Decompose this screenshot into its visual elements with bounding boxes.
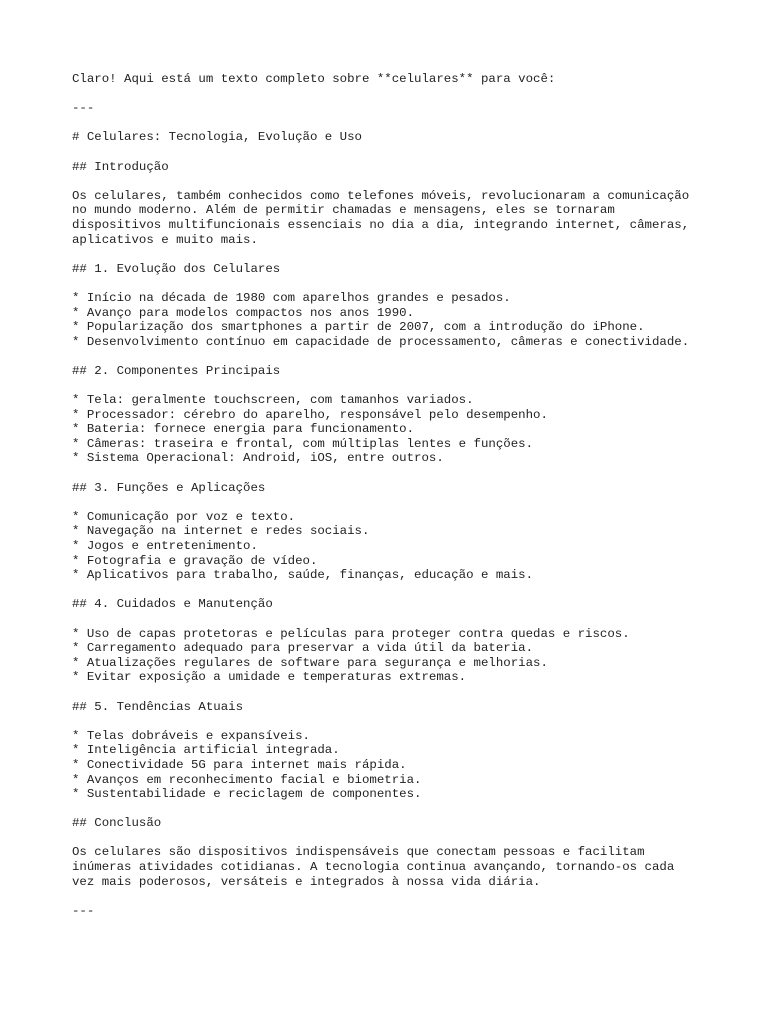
list-item: * Atualizações regulares de software para segurança e melhorias. (72, 655, 548, 670)
section-cuidados (72, 597, 712, 685)
list-item: * Carregamento adequado para preservar a vida útil da bateria. (72, 641, 534, 656)
list-item: * Inteligência artificial integrada. (72, 743, 340, 758)
spacer (72, 612, 712, 627)
spacer (72, 349, 712, 364)
list-item: * Câmeras: traseira e frontal, com múltiplas lentes e funções. (72, 436, 534, 451)
paragraph-line: no mundo moderno. Além de permitir chamadas e mensagens, eles se tornaram (72, 203, 615, 218)
section-heading: ## 3. Funções e Aplicações (72, 480, 266, 495)
paragraph-line: inúmeras atividades cotidianas. A tecnologia continua avançando, tornando-os cada (72, 860, 675, 875)
separator-top: --- (72, 101, 95, 116)
list-item: * Telas dobráveis e expansíveis. (72, 728, 310, 743)
spacer (72, 247, 712, 262)
spacer (72, 276, 712, 291)
section-heading: ## 4. Cuidados e Manutenção (72, 597, 273, 612)
spacer (72, 378, 712, 393)
spacer (72, 583, 712, 598)
paragraph-line: Os celulares são dispositivos indispensáveis que conectam pessoas e facilitam (72, 845, 645, 860)
conclusion-section (72, 816, 712, 889)
list-item: * Avanço para modelos compactos nos anos 1990. (72, 305, 415, 320)
spacer (72, 174, 712, 189)
list-item: * Tela: geralmente touchscreen, com tamanhos variados. (72, 393, 474, 408)
list-item: * Comunicação por voz e texto. (72, 509, 296, 524)
section-componentes (72, 364, 712, 466)
paragraph-line: dispositivos multifuncionais essenciais no dia a dia, integrando internet, câmeras, (72, 217, 690, 232)
spacer (72, 87, 712, 102)
paragraph-line: vez mais poderosos, versáteis e integrados à nossa vida diária. (72, 874, 541, 889)
section-evolucao (72, 262, 712, 350)
section-heading: ## 2. Componentes Principais (72, 363, 281, 378)
spacer (72, 466, 712, 481)
list-item: * Fotografia e gravação de vídeo. (72, 553, 318, 568)
section-heading: ## 1. Evolução dos Celulares (72, 261, 281, 276)
list-item: * Sustentabilidade e reciclagem de componentes. (72, 787, 422, 802)
list-item: * Aplicativos para trabalho, saúde, finanças, educação e mais. (72, 568, 534, 583)
separator-bottom: --- (72, 903, 95, 918)
list-item: * Sistema Operacional: Android, iOS, entre outros. (72, 451, 444, 466)
document-title: # Celulares: Tecnologia, Evolução e Uso (72, 130, 362, 145)
paragraph-line: Os celulares, também conhecidos como telefones móveis, revolucionaram a comunicação (72, 188, 690, 203)
list-item: * Navegação na internet e redes sociais. (72, 524, 370, 539)
section-heading: ## Introdução (72, 159, 169, 174)
list-item: * Conectividade 5G para internet mais rápida. (72, 757, 407, 772)
spacer (72, 495, 712, 510)
list-item: * Jogos e entretenimento. (72, 539, 258, 553)
section-funcoes (72, 481, 712, 583)
spacer (72, 831, 712, 846)
spacer (72, 714, 712, 729)
intro-line: Claro! Aqui está um texto completo sobre **celulares** para você: (72, 72, 556, 86)
paragraph-line: aplicativos e muito mais. (72, 232, 258, 247)
spacer (72, 116, 712, 131)
list-item: * Desenvolvimento contínuo em capacidade de processamento, câmeras e conectividade. (72, 334, 690, 349)
list-item: * Avanços em reconhecimento facial e biometria. (72, 772, 422, 787)
list-item: * Popularização dos smartphones a partir de 2007, com a introdução do iPhone. (72, 320, 645, 335)
section-tendencias (72, 700, 712, 802)
spacer (72, 889, 712, 904)
list-item: * Processador: cérebro do aparelho, responsável pelo desempenho. (72, 407, 548, 422)
document-body (72, 72, 712, 918)
section-heading: ## 5. Tendências Atuais (72, 699, 244, 714)
spacer (72, 145, 712, 160)
introduction-section (72, 160, 712, 248)
spacer (72, 685, 712, 700)
list-item: * Evitar exposição a umidade e temperaturas extremas. (72, 670, 467, 685)
list-item: * Início na década de 1980 com aparelhos grandes e pesados. (72, 290, 511, 305)
section-heading: ## Conclusão (72, 816, 162, 831)
list-item: * Uso de capas protetoras e películas para proteger contra quedas e riscos. (72, 626, 630, 641)
spacer (72, 802, 712, 817)
list-item: * Bateria: fornece energia para funcionamento. (72, 422, 415, 437)
